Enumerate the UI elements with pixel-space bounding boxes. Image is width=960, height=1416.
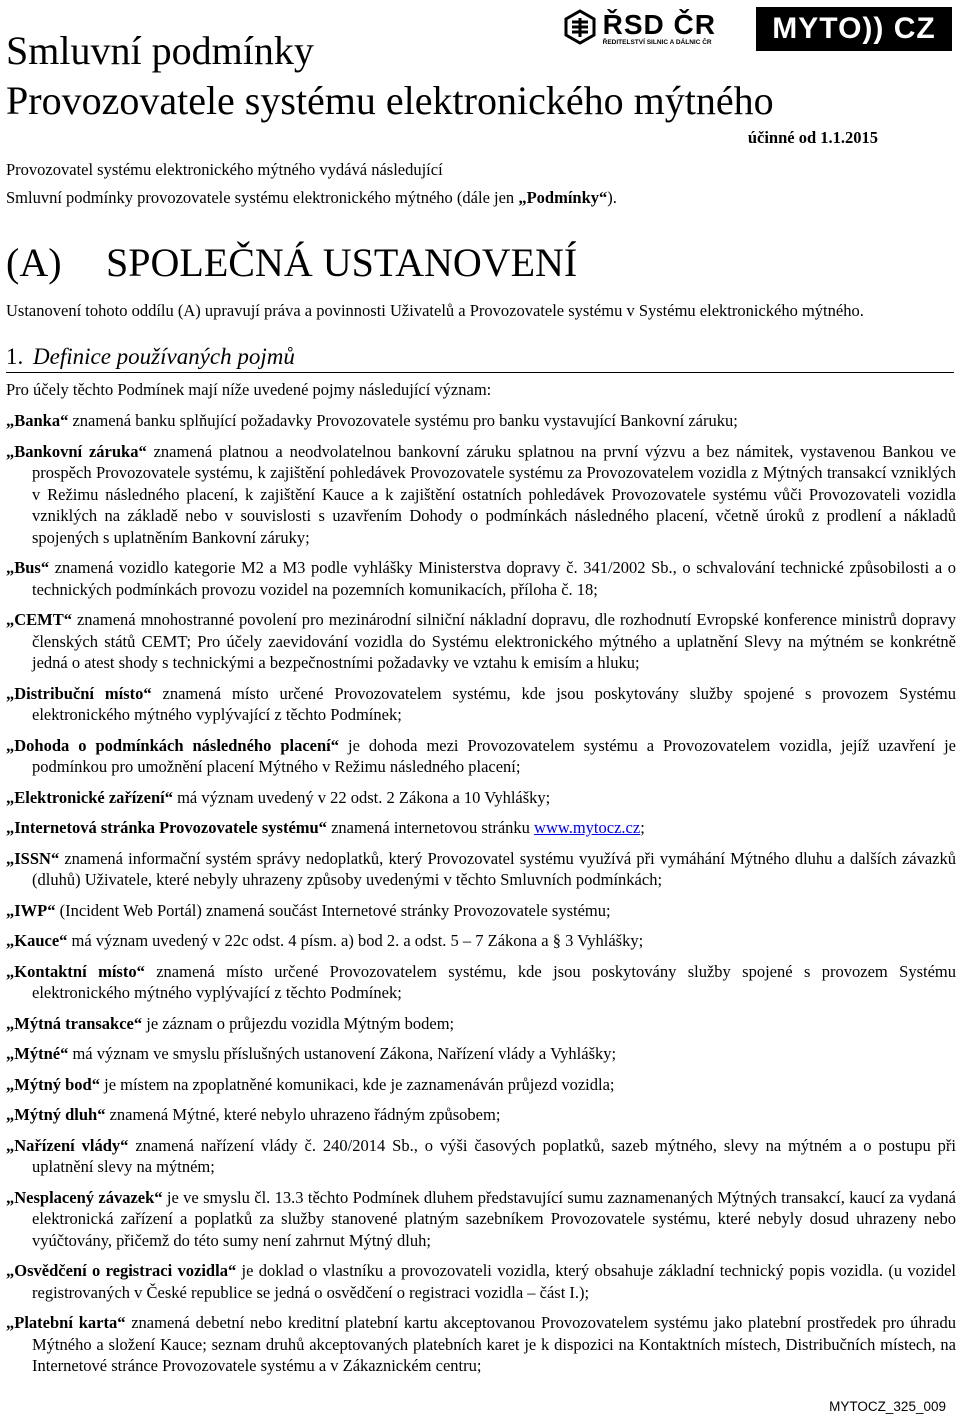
definition-text: znamená místo určené Provozovatelem systému, kde jsou poskytovány služby spojené s provozem Systému elektronického mýtného vyplývající z těchto Podmínek; xyxy=(32,683,956,724)
intro-line-2: Smluvní podmínky provozovatele systému elektronického mýtného (dále jen „Podmínky“). xyxy=(6,188,617,207)
definition-text: má význam uvedený v 22c odst. 4 písm. a) bod 2. a odst. 5 – 7 Zákona a § 3 Vyhlášky; xyxy=(67,931,644,950)
myto-cz-logo xyxy=(756,7,952,51)
definition-text: (Incident Web Portál) znamená součást Internetové stránky Provozovatele systému; xyxy=(55,900,611,920)
definition-item xyxy=(6,683,956,726)
definition-text: znamená internetovou stránku xyxy=(326,818,535,837)
definition-text: znamená banku splňující požadavky Provozovatele systému pro banku vystavující Bankovní záruku; xyxy=(68,411,738,430)
definition-term: „Osvědčení o registraci vozidla“ xyxy=(6,1261,237,1280)
definition-item xyxy=(6,1104,956,1126)
definition-item xyxy=(6,1013,956,1035)
definition-item xyxy=(6,735,956,778)
definition-text: je záznam o průjezdu vozidla Mýtným bodem; xyxy=(142,1013,455,1033)
document-code: MYTOCZ_325_009 xyxy=(829,1399,946,1414)
definition-text: znamená informační systém správy nedoplatků, který Provozovatel systému využívá při vymáhání Mýtného dluhu a dalších závazků (dluhů) Uživatele, které nebyly uhrazeny způsoby uvedenými v těchto Smluvních podmínkách; xyxy=(32,848,956,889)
definition-text: má význam uvedený v 22 odst. 2 Zákona a 10 Vyhlášky; xyxy=(172,787,551,807)
definition-term: „Dohoda o podmínkách následného placení“ xyxy=(6,735,340,755)
definition-term: „Mýtné“ xyxy=(6,1044,69,1063)
definition-item xyxy=(6,1074,956,1096)
effective-date: účinné od 1.1.2015 xyxy=(747,128,878,147)
definition-item xyxy=(6,609,956,674)
section-a-heading xyxy=(6,238,577,288)
definition-item xyxy=(6,1187,956,1252)
definition-item xyxy=(6,787,956,809)
definition-item xyxy=(6,410,956,432)
definition-term: „CEMT“ xyxy=(6,610,72,629)
definitions-title: Definice používaných pojmů xyxy=(33,344,295,369)
definition-text: znamená platnou a neodvolatelnou bankovní záruku splatnou na první výzvu a bez námitek, vystavenou Bankou ve prospěch Provozovatele systému, k zajištění pohledávek Provozovatele systému za Provozovatelem vozidla z Mýtných transakcí vzniklých v Režimu následného placení, k zajištění Kauce a k zajištění ostatních pohledávek Provozovatele systému vůči Provozovateli vozidla vzniklých na základě nebo v souvislosti s uzavřením Dohody o podmínkách následného placení, včetně úroků z prodlení a nákladů spojených s uplatněním Bankovní záruky; xyxy=(32,441,957,547)
intro-line-1: Provozovatel systému elektronického mýtného vydává následující xyxy=(6,160,443,179)
definition-text: znamená Mýtné, které nebylo uhrazeno řádným způsobem; xyxy=(105,1105,501,1124)
definition-text: má význam ve smyslu příslušných ustanovení Zákona, Nařízení vlády a Vyhlášky; xyxy=(68,1044,617,1063)
definition-item xyxy=(6,1312,956,1377)
definition-item xyxy=(6,1135,956,1178)
intro-text xyxy=(6,156,886,212)
definition-text: znamená místo určené Provozovatelem systému, kde jsou poskytovány služby spojené s provozem Systému elektronického mýtného vyplývající z těchto Podmínek; xyxy=(32,961,956,1002)
definition-text: je ve smyslu čl. 13.3 těchto Podmínek dluhem představující sumu zaznamenaných Mýtných transakcí, kaucí za vydaná elektronická zařízení a poplatků za služby stanovené platným sazebníkem Provozovatele systému, které nebyly dosud uhrazeny nebo vyúčtovány, přičemž do této sumy není zahrnut Mýtný dluh; xyxy=(32,1187,956,1250)
definition-text: je místem na zpoplatněné komunikaci, kde je zaznamenáván průjezd vozidla; xyxy=(99,1074,615,1094)
title-line-1: Smluvní podmínky xyxy=(6,28,314,73)
definition-item xyxy=(6,1260,956,1303)
website-link[interactable]: www.mytocz.cz xyxy=(534,818,641,837)
definition-term: „ISSN“ xyxy=(6,848,60,868)
definition-term: „Internetová stránka Provozovatele systému“ xyxy=(6,818,327,837)
rsd-logo xyxy=(563,9,716,50)
definition-term: „Bus“ xyxy=(6,558,50,577)
definitions-content xyxy=(6,379,956,1386)
definition-term: „IWP“ xyxy=(6,900,56,920)
definition-term: „Kauce“ xyxy=(6,931,68,950)
definition-term: „Mýtná transakce“ xyxy=(6,1013,143,1033)
definition-term: „Elektronické zařízení“ xyxy=(6,787,173,807)
section-a-title: SPOLEČNÁ USTANOVENÍ xyxy=(106,240,578,285)
definition-item xyxy=(6,557,956,600)
definition-item xyxy=(6,930,956,952)
definition-term: „Kontaktní místo“ xyxy=(6,961,145,981)
definitions-heading xyxy=(6,342,954,373)
definition-term: „Mýtný bod“ xyxy=(6,1074,100,1094)
definition-term: „Banka“ xyxy=(6,411,69,430)
definition-text: je dohoda mezi Provozovatelem systému a Provozovatelem vozidla, jejíž uzavření je podmínkou pro umožnění placení Mýtného v Režimu následného placení; xyxy=(32,735,956,776)
definition-item xyxy=(6,441,956,549)
definition-text: je doklad o vlastníku a provozovateli vozidla, který obsahuje základní technický popis vozidla. (u vozidel registrovaných v České republice se jedná o osvědčení o registraci vozidla – část I.); xyxy=(32,1261,956,1302)
definition-item xyxy=(6,961,956,1004)
definition-text: znamená vozidlo kategorie M2 a M3 podle vyhlášky Ministerstva dopravy č. 341/2002 Sb., o schvalování technické způsobilosti a o technických podmínkách provozu vozidel na pozemních komunikacích, příloha č. 18; xyxy=(32,558,956,599)
definition-term: „Platební karta“ xyxy=(6,1313,126,1332)
rsd-logo-text: ŘSD ČR xyxy=(602,8,716,40)
section-a-description: Ustanovení tohoto oddílu (A) upravují práva a povinnosti Uživatelů a Provozovatele systému v Systému elektronického mýtného. xyxy=(6,301,864,320)
definitions-list xyxy=(6,410,956,1377)
definition-text: znamená nařízení vlády č. 240/2014 Sb., o výši časových poplatků, sazeb mýtného, slevy na mýtném a o postupu při uplatnění slevy na mýtném; xyxy=(32,1135,956,1176)
definition-item xyxy=(6,848,956,891)
definition-term: „Bankovní záruka“ xyxy=(6,441,147,461)
section-a-number: (A) xyxy=(6,240,62,285)
rsd-emblem-icon xyxy=(563,9,597,50)
title-line-2: Provozovatele systému elektronického mýtného xyxy=(6,78,774,123)
definition-item xyxy=(6,1043,956,1065)
definition-text-end: ; xyxy=(640,818,645,837)
definition-term: „Distribuční místo“ xyxy=(6,683,152,703)
definition-item xyxy=(6,900,956,922)
definition-text: znamená debetní nebo kreditní platební kartu akceptovanou Provozovatelem systému jako platební prostředek pro úhradu Mýtného a složení Kauce; seznam druhů akceptovaných platebních karet je k dispozici na Kontaktních místech, Distribučních místech, na Internetové stránce Provozovatele systému a v Zákaznickém centru; xyxy=(32,1313,956,1375)
header-logos xyxy=(563,6,952,52)
intro-term: „Podmínky“ xyxy=(518,188,608,207)
definitions-number: 1. xyxy=(6,344,24,369)
definition-term: „Mýtný dluh“ xyxy=(6,1105,106,1124)
rsd-logo-subtext: ŘEDITELSTVÍ SILNIC A DÁLNIC ČR xyxy=(602,38,712,46)
definition-term: „Nesplacený závazek“ xyxy=(6,1187,163,1207)
myto-logo-text: MYTO)) CZ xyxy=(772,12,936,45)
definition-item xyxy=(6,817,956,839)
definition-term: „Nařízení vlády“ xyxy=(6,1135,129,1155)
definition-text: znamená mnohostranné povolení pro mezinárodní silniční nákladní dopravu, dle rozhodnutí Evropské konference ministrů dopravy členských států CEMT; Pro účely zaevidování vozidla do Systému elektronického mýtného a uplatnění Slevy na mýtném se konkrétně jedná o atest shody s technickými a bezpečnostními požadavky ve vztahu k emisím a hluku; xyxy=(32,610,956,672)
definitions-lead: Pro účely těchto Podmínek mají níže uvedené pojmy následující význam: xyxy=(6,380,492,399)
